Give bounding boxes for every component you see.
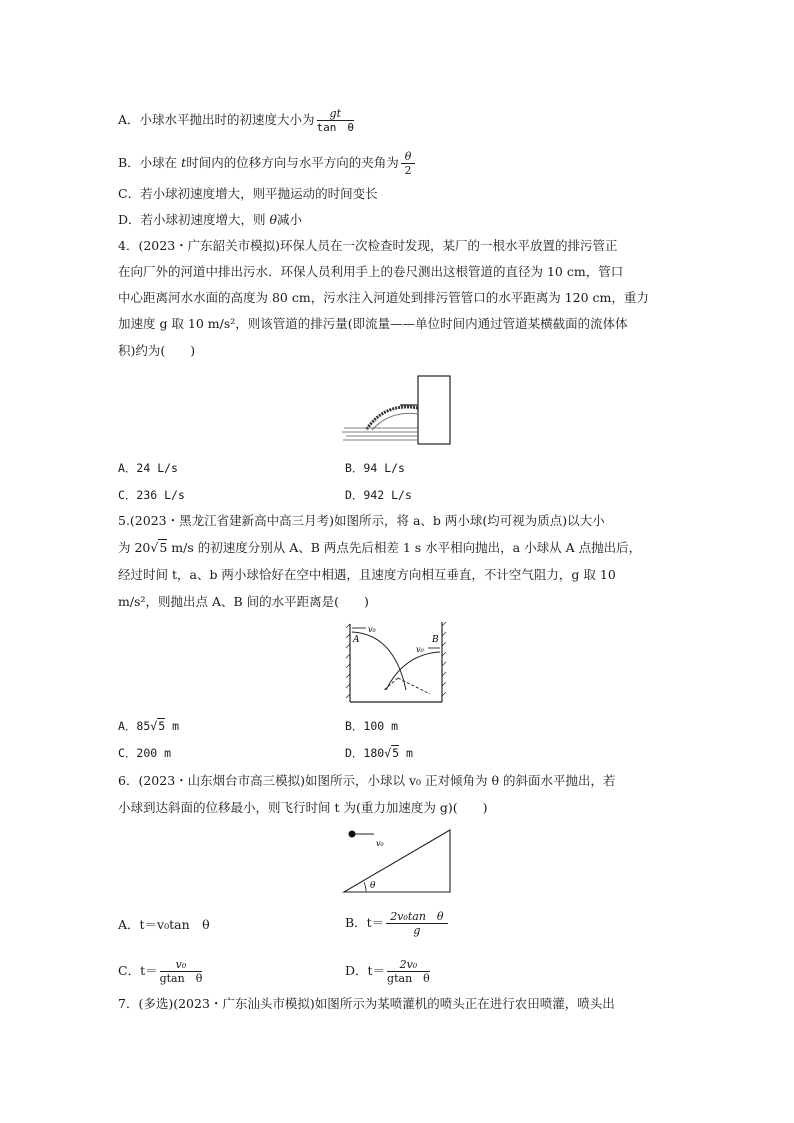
velocity-a: [398, 678, 430, 694]
q5-option-b: B．100 m: [345, 719, 399, 733]
q6-option-a: A．t＝v₀tan θ: [118, 917, 210, 932]
fraction: $\frac{\text{2v₀}}{\text{gtan θ}}$: [387, 958, 430, 985]
q4-option-d: D．942 L/s: [345, 488, 412, 502]
q4-option-b: B．94 L/s: [345, 461, 405, 475]
q6-line-1: 6．(2023・山东烟台市高三模拟)如图所示，小球以 v₀ 正对倾角为 θ 的斜面水平抛出，若: [118, 773, 616, 788]
trajectory-a: [352, 632, 406, 690]
q6-option-b: B．t＝ $\frac{\text{2v₀tan θ}}{g}$: [345, 910, 450, 937]
river-surface: [342, 428, 418, 440]
q5-figure: [344, 620, 450, 706]
q7-line-1: 7．(多选)(2023・广东汕头市模拟)如图所示为某喷灌机的喷头正在进行农田喷灌，喷头出: [118, 996, 615, 1011]
q4-line-4: 加速度 g 取 10 m/s²，则该管道的排污量(即流量——单位时间内通过管道某横截面的流体体: [118, 316, 628, 331]
q5-line-3: 经过时间 t，a、b 两小球恰好在空中相遇，且速度方向相互垂直，不计空气阻力，g 取 10: [118, 567, 616, 582]
q3-option-d: D．若小球初速度增大，则 θ减小: [118, 212, 303, 227]
q6-line-2: 小球到达斜面的位移最小，则飞行时间 t 为(重力加速度为 g)( ): [118, 800, 488, 815]
label-theta: θ: [370, 881, 376, 891]
right-wall-hatch: [442, 622, 446, 696]
q5-line-2: 为 20√5 m/s 的初速度分别从 A、B 两点先后相差 1 s 水平相向抛出，a 小球从 A 点抛出后，: [118, 540, 642, 555]
fraction: $\frac{gt}{\text{tan θ}}$: [316, 107, 355, 134]
q4-option-a: A．24 L/s: [118, 461, 178, 475]
factory-wall: [418, 376, 450, 444]
sqrt-symbol: √: [150, 540, 159, 555]
q4-line-1: 4．(2023・广东韶关市模拟)环保人员在一次检查时发现，某厂的一根水平放置的排污管正: [118, 238, 618, 253]
q6-figure: [340, 826, 458, 896]
q3-option-a: A．小球水平抛出时的初速度大小为 $\frac{gt}{\text{tan θ}}$: [118, 107, 355, 134]
q6-option-d: D．t＝ $\frac{\text{2v₀}}{\text{gtan θ}}$: [345, 958, 430, 985]
q5-option-c: C．200 m: [118, 746, 172, 760]
q4-line-3: 中心距离河水水面的高度为 80 cm，污水注入河道处到排污管管口的水平距离为 120 cm，重力: [118, 290, 649, 305]
label-v0-left: v₀: [368, 625, 376, 634]
water-stream-inner: [372, 413, 418, 430]
q4-option-c: C．236 L/s: [118, 488, 185, 502]
q4-pipe-figure: [340, 372, 460, 448]
ball: [349, 831, 356, 838]
q3-option-b: B．小球在 t时间内的位移方向与水平方向的夹角为 $\frac{\theta}{2}$: [118, 150, 417, 177]
label-A: A: [353, 635, 360, 645]
q5-option-a: A．85√5 m: [118, 719, 180, 733]
q5-line-4: m/s²，则抛出点 A、B 间的水平距离是( ): [118, 594, 369, 609]
fraction: $\frac{\theta}{2}$: [401, 150, 416, 177]
label-v0: v₀: [376, 839, 384, 848]
label-v0-right: v₀: [416, 645, 424, 654]
q5-option-d: D．180√5 m: [345, 746, 413, 760]
label-B: B: [432, 635, 439, 645]
water-stream: [366, 407, 418, 430]
left-wall-hatch: [346, 624, 350, 698]
velocity-b: [384, 678, 398, 690]
incline: [344, 830, 450, 892]
q4-line-2: 在向厂外的河道中排出污水．环保人员利用手上的卷尺测出这根管道的直径为 10 cm，管口: [118, 264, 624, 279]
q5-line-1: 5.(2023・黑龙江省建新高中高三月考)如图所示，将 a、b 两小球(均可视为质点)以大小: [118, 513, 605, 528]
fraction: $\frac{\text{v₀}}{\text{gtan θ}}$: [159, 958, 203, 985]
q4-line-5: 积)约为( ): [118, 343, 196, 358]
q3-option-c: C．若小球初速度增大，则平抛运动的时间变长: [118, 186, 378, 201]
fraction: $\frac{\text{2v₀tan θ}}{g}$: [386, 910, 447, 937]
q6-option-c: C．t＝ $\frac{\text{v₀}}{\text{gtan θ}}$: [118, 958, 203, 985]
